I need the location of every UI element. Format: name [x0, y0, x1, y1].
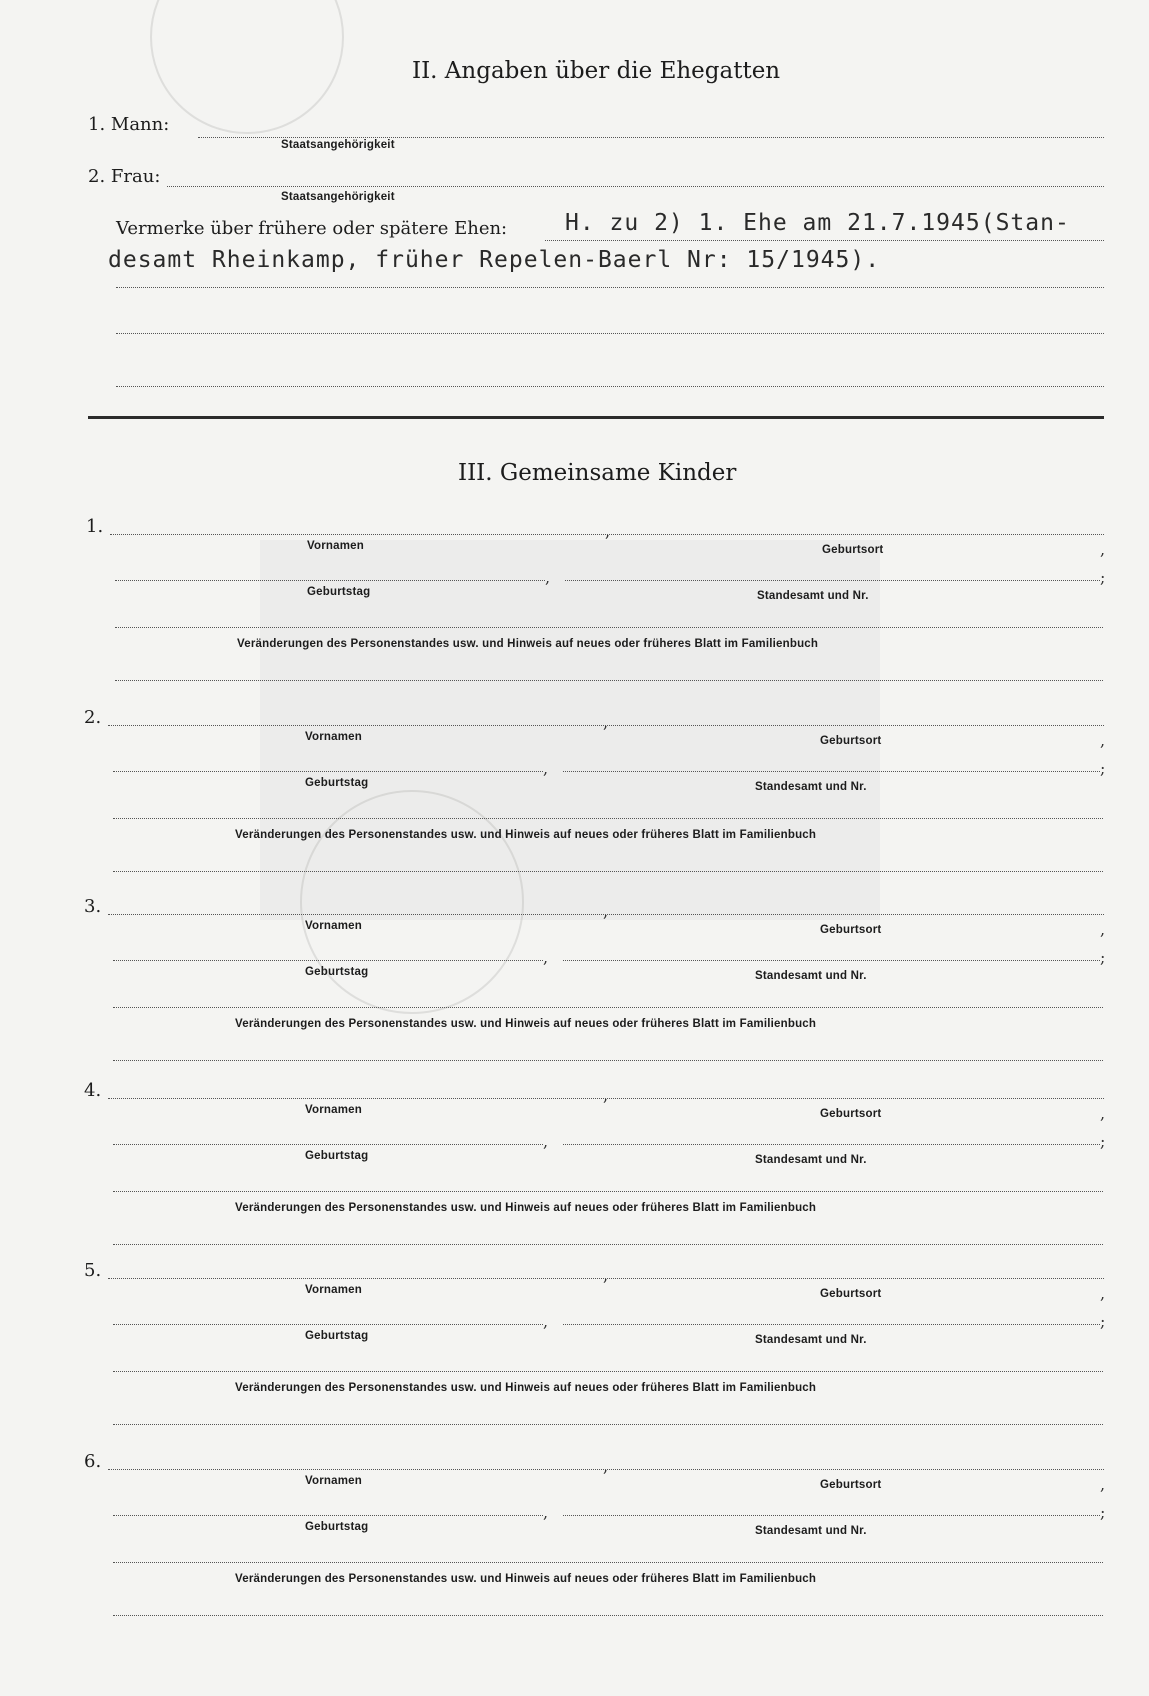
semicolon-mark: ;: [1100, 948, 1106, 967]
vermerke-typed-line-1: H. zu 2) 1. Ehe am 21.7.1945(Stan-: [565, 210, 1070, 236]
standesamt-label: Standesamt und Nr.: [755, 1525, 867, 1537]
geburtstag-label: Geburtstag: [305, 1330, 369, 1342]
section-divider: [88, 416, 1104, 419]
child-number: 3.: [84, 896, 102, 917]
veraenderungen-label: Veränderungen des Personenstandes usw. und Hinweis auf neues oder früheres Blatt im Familienbuch: [235, 1573, 817, 1585]
standesamt-label: Standesamt und Nr.: [755, 970, 867, 982]
standesamt-line: [563, 771, 1100, 772]
vermerke-line-3: [116, 333, 1104, 334]
veraenderungen-line-2: [113, 1060, 1103, 1061]
semicolon-mark: ;: [1100, 1312, 1106, 1331]
comma-mark: ,: [543, 948, 549, 967]
veraenderungen-label: Veränderungen des Personenstandes usw. und Hinweis auf neues oder früheres Blatt im Familienbuch: [235, 1382, 817, 1394]
geburtstag-label: Geburtstag: [307, 586, 371, 598]
geburtstag-line: [113, 1324, 543, 1325]
standesamt-line: [563, 1144, 1100, 1145]
child-number: 5.: [84, 1260, 102, 1281]
veraenderungen-line-1: [115, 627, 1103, 628]
veraenderungen-line-1: [113, 1371, 1103, 1372]
semicolon-mark: ;: [1100, 759, 1106, 778]
faint-stamp-top: [150, 0, 344, 134]
comma-mark: ,: [603, 1266, 609, 1285]
mann-staats-label: Staatsangehörigkeit: [281, 139, 395, 151]
geburtstag-line: [113, 960, 543, 961]
standesamt-label: Standesamt und Nr.: [755, 1154, 867, 1166]
veraenderungen-label: Veränderungen des Personenstandes usw. und Hinweis auf neues oder früheres Blatt im Familienbuch: [237, 638, 819, 650]
child-number: 1.: [86, 516, 104, 537]
veraenderungen-line-2: [113, 1424, 1103, 1425]
mann-line: [198, 137, 1104, 138]
comma-mark: ,: [603, 1086, 609, 1105]
veraenderungen-line-2: [113, 1615, 1103, 1616]
semicolon-mark: ;: [1100, 1503, 1106, 1522]
vornamen-label: Vornamen: [305, 920, 362, 932]
vermerke-typed-line-2: desamt Rheinkamp, früher Repelen-Baerl Nr: 15/1945).: [108, 247, 881, 273]
veraenderungen-line-2: [115, 680, 1103, 681]
comma-mark: ,: [543, 1132, 549, 1151]
comma-mark: ,: [603, 902, 609, 921]
frau-line: [167, 186, 1104, 187]
geburtsort-label: Geburtsort: [820, 1288, 882, 1300]
vermerke-label: Vermerke über frühere oder spätere Ehen:: [116, 218, 508, 239]
child-number: 4.: [84, 1080, 102, 1101]
veraenderungen-label: Veränderungen des Personenstandes usw. und Hinweis auf neues oder früheres Blatt im Familienbuch: [235, 829, 817, 841]
vermerke-line-4: [116, 386, 1104, 387]
frau-staats-label: Staatsangehörigkeit: [281, 191, 395, 203]
geburtstag-label: Geburtstag: [305, 1521, 369, 1533]
frau-label: 2. Frau:: [88, 166, 161, 187]
vornamen-label: Vornamen: [305, 1284, 362, 1296]
child-number: 2.: [84, 707, 102, 728]
semicolon-mark: ;: [1100, 568, 1106, 587]
comma-mark: ,: [603, 713, 609, 732]
geburtstag-line: [113, 771, 543, 772]
veraenderungen-line-2: [113, 1244, 1103, 1245]
geburtstag-line: [115, 580, 545, 581]
geburtstag-label: Geburtstag: [305, 1150, 369, 1162]
veraenderungen-line-1: [113, 1191, 1103, 1192]
comma-mark: ,: [1100, 731, 1106, 750]
comma-mark: ,: [605, 522, 611, 541]
geburtstag-line: [113, 1515, 543, 1516]
comma-mark: ,: [1100, 1104, 1106, 1123]
vermerke-line-1: [545, 240, 1104, 241]
standesamt-label: Standesamt und Nr.: [755, 781, 867, 793]
vermerke-line-2: [116, 287, 1104, 288]
vornamen-label: Vornamen: [307, 540, 364, 552]
veraenderungen-label: Veränderungen des Personenstandes usw. und Hinweis auf neues oder früheres Blatt im Familienbuch: [235, 1018, 817, 1030]
standesamt-line: [563, 1515, 1100, 1516]
vornamen-label: Vornamen: [305, 1475, 362, 1487]
veraenderungen-line-1: [113, 1007, 1103, 1008]
geburtsort-label: Geburtsort: [820, 924, 882, 936]
geburtstag-label: Geburtstag: [305, 777, 369, 789]
section-2-title: II. Angaben über die Ehegatten: [412, 58, 781, 84]
mann-label: 1. Mann:: [88, 114, 170, 135]
standesamt-line: [563, 960, 1100, 961]
semicolon-mark: ;: [1100, 1132, 1106, 1151]
comma-mark: ,: [543, 759, 549, 778]
veraenderungen-label: Veränderungen des Personenstandes usw. und Hinweis auf neues oder früheres Blatt im Familienbuch: [235, 1202, 817, 1214]
geburtsort-label: Geburtsort: [820, 735, 882, 747]
standesamt-label: Standesamt und Nr.: [755, 1334, 867, 1346]
veraenderungen-line-1: [113, 818, 1103, 819]
geburtstag-label: Geburtstag: [305, 966, 369, 978]
standesamt-line: [563, 1324, 1100, 1325]
standesamt-line: [565, 580, 1100, 581]
geburtsort-label: Geburtsort: [820, 1108, 882, 1120]
section-3-title: III. Gemeinsame Kinder: [458, 460, 737, 486]
veraenderungen-line-2: [113, 871, 1103, 872]
geburtstag-line: [113, 1144, 543, 1145]
comma-mark: ,: [1100, 1475, 1106, 1494]
comma-mark: ,: [1100, 540, 1106, 559]
geburtsort-label: Geburtsort: [820, 1479, 882, 1491]
comma-mark: ,: [543, 1503, 549, 1522]
child-number: 6.: [84, 1451, 102, 1472]
vornamen-label: Vornamen: [305, 731, 362, 743]
veraenderungen-line-1: [113, 1562, 1103, 1563]
comma-mark: ,: [1100, 920, 1106, 939]
comma-mark: ,: [543, 1312, 549, 1331]
vornamen-label: Vornamen: [305, 1104, 362, 1116]
geburtsort-label: Geburtsort: [822, 544, 884, 556]
standesamt-label: Standesamt und Nr.: [757, 590, 869, 602]
comma-mark: ,: [1100, 1284, 1106, 1303]
comma-mark: ,: [545, 568, 551, 587]
comma-mark: ,: [603, 1457, 609, 1476]
